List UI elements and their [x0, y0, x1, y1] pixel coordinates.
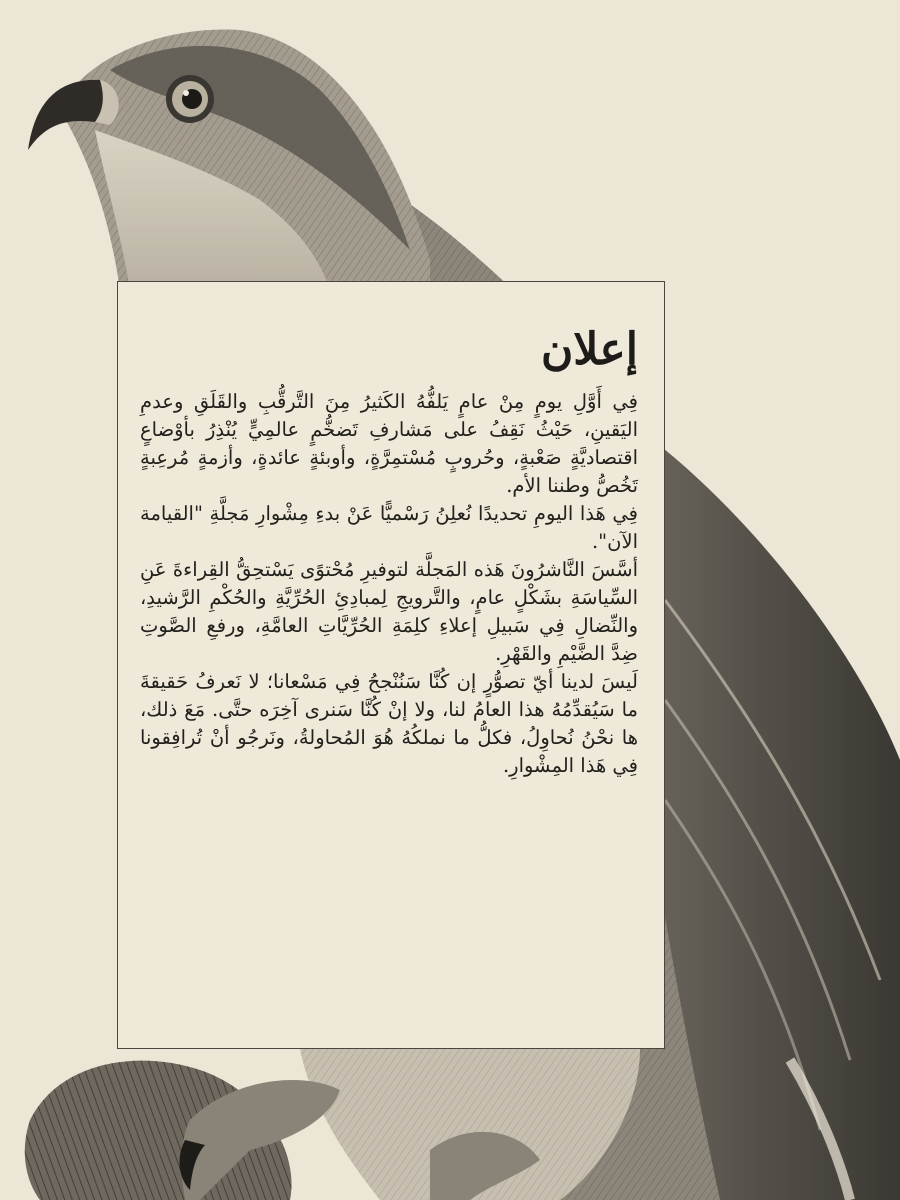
announcement-panel: [117, 281, 665, 1049]
paragraph-1: فِي أَوَّلِ يومٍ مِنْ عامٍ يَلفُّهُ الكَثيرُ مِنَ التَّرقُّبِ والقَلَقِ وعدمِ اليَقينِ، حَيْثُ نَقِفُ على مَشارفِ تَضخُّمٍ عالمِيٍّ يُنْذِرُ بأوْضاعٍ اقتصاديَّةٍ صَعْبةٍ، وحُروبٍ مُسْتمِرَّةٍ، وأوبئةٍ عائدةٍ، وأزمةٍ مُرعِبةٍ تَخُصُّ وطننا الأم.: [140, 390, 638, 497]
paragraph-2: فِي هَذا اليومِ تحديدًا نُعلِنُ رَسْميًّا عَنْ بدءِ مِشْوارِ مَجلَّةِ "القيامة الآن".: [140, 502, 638, 553]
paragraph-4: لَيسَ لدينا أيّ تصوُّرٍ إن كُنَّا سَنُنْجحُ فِي مَسْعانا؛ لا نَعرفُ حَقيقةَ ما سَيُقدِّمُهُ هذا العامُ لنا، ولا إنْ كُنَّا سَنرى آخِرَه حتَّى. مَعَ ذلك، ها نحْنُ نُحاوِلُ، فكلُّ ما نملكُهُ هُوَ المُحاولةُ، ونَرجُو أنْ تُرافِقونا فِي هَذا المِشْوارِ.: [140, 670, 638, 777]
announcement-title: إعلان: [540, 324, 638, 375]
paragraph-3: أسَّسَ النَّاشرُونَ هَذه المَجلَّة لتوفيرِ مُحْتوًى يَسْتحِقُّ القِراءةَ عَنِ السِّياسَةِ بشَكْلٍ عامٍ، والتَّرويجِ لِمبادِئِ الحُرِّيَّةِ والحُكْمِ الرَّشيدِ، والنِّضالِ فِي سَبيلِ إعلاءِ كلِمَةِ الحُرِّيَّاتِ العامَّةِ، ورفعِ الصَّوتِ ضِدَّ الضَّيْمِ والقَهْرِ.: [140, 558, 638, 665]
announcement-body: [140, 388, 638, 780]
